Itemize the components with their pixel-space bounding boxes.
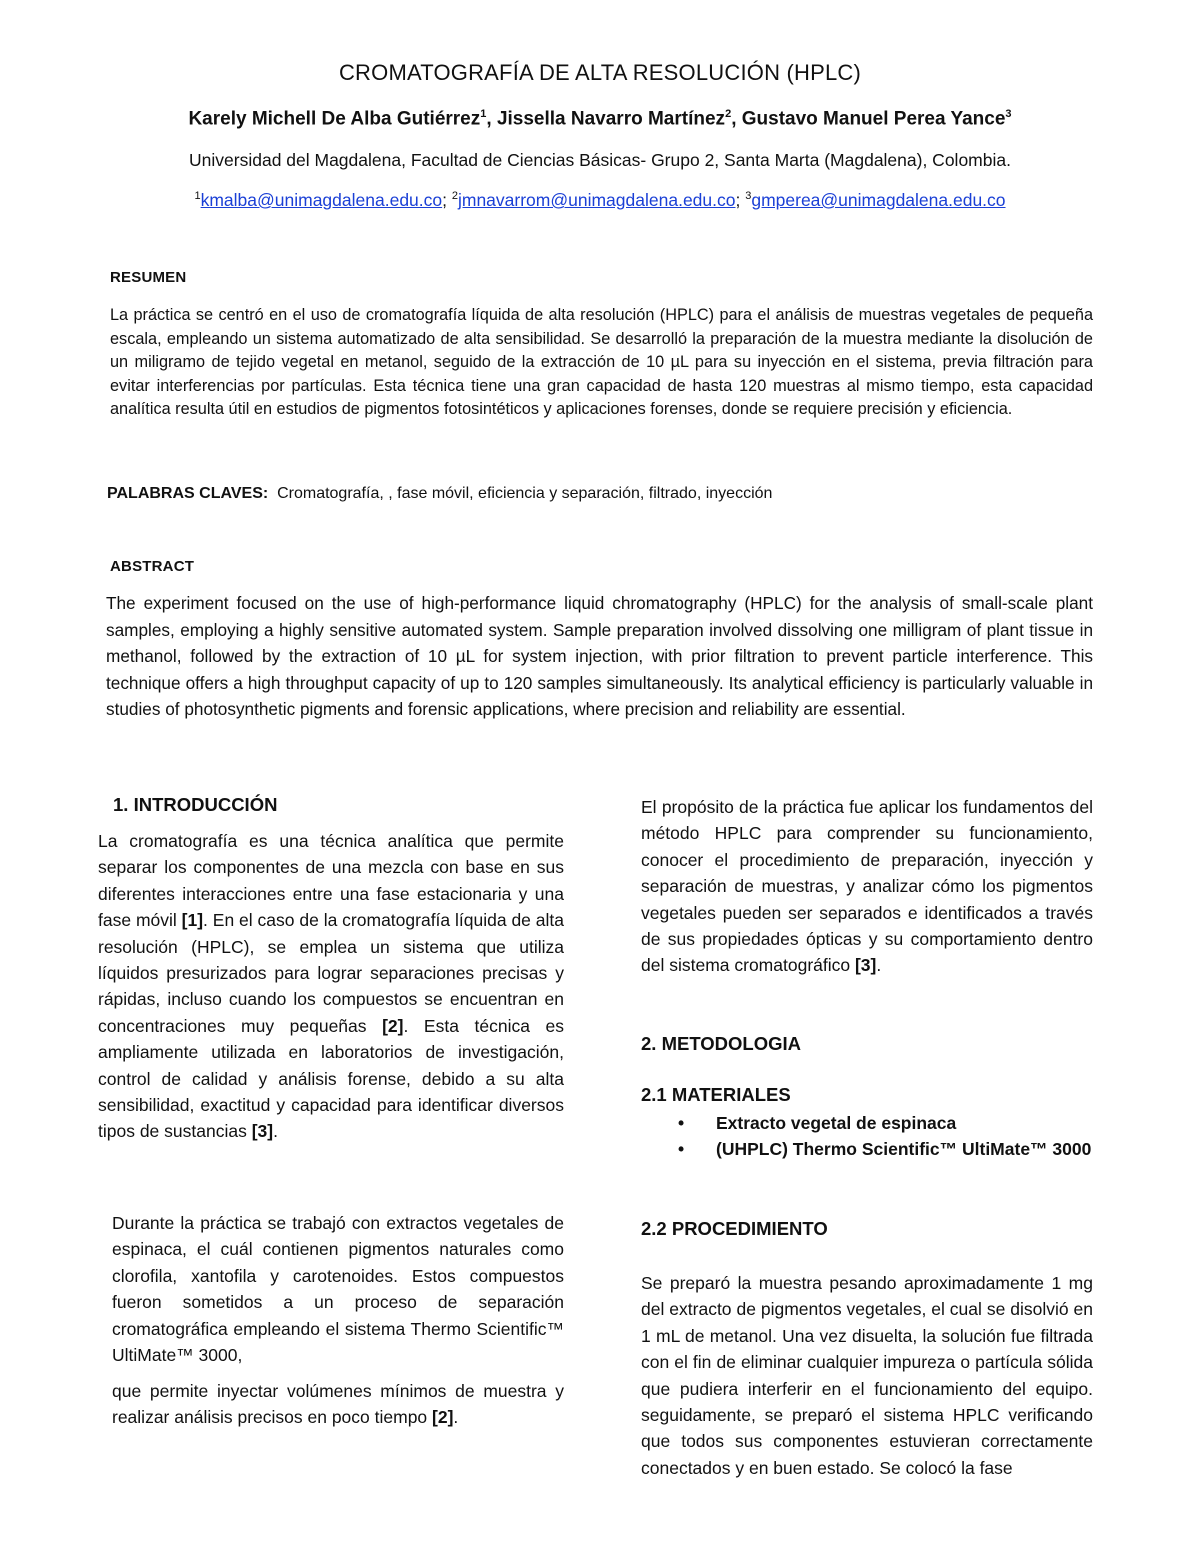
citation: [2] bbox=[382, 1015, 404, 1036]
author-name: Gustavo Manuel Perea Yance bbox=[741, 108, 1006, 130]
procedimiento-text: Se preparó la muestra pesando aproximadamente 1 mg del extracto de pigmentos vegetales, el cual se disolvió en 1 mL de metanol. Una vez disuelta, la solución fue filtrada con el fin de eliminar cualquier impureza o partícula sólida que pudiera interferir en el funcionamiento del equipo. seguidamente, se preparó el sistema HPLC verificando que todos sus componentes estuvieran correctamente conectados y en buen estado. Se colocó la fase bbox=[641, 1273, 1093, 1478]
intro-text: que permite inyectar volúmenes mínimos de muestra y realizar análisis precisos en poco tiempo bbox=[112, 1381, 564, 1428]
metodologia-heading: 2. METODOLOGIA bbox=[641, 1033, 802, 1054]
author-affil-sup: 3 bbox=[1005, 108, 1012, 120]
intro-text: . bbox=[453, 1407, 459, 1428]
abstract-text: The experiment focused on the use of high-performance liquid chromatography (HPLC) for the analysis of small-scale plant samples, employing a highly sensitive automated system. Sample preparation involved dissolving one milligram of plant tissue in methanol, followed by the extraction of 10 µL for system injection, with prior filtration to prevent particle interference. This technique offers a high throughput capacity of up to 120 samples simultaneously. Its analytical efficiency is particularly valuable in studies of photosynthetic pigments and forensic applications, where precision and reliability are essential. bbox=[106, 593, 1093, 719]
affiliation: Universidad del Magdalena, Facultad de Ciencias Básicas- Grupo 2, Santa Marta (Magdalena), Colombia. bbox=[189, 150, 1011, 170]
intro-text: . En el caso de la cromatografía líquida de alta resolución (HPLC), se emplea un sistema que utiliza líquidos presurizados para lograr separaciones precisas y rápidas, incluso cuando los compuestos se encuentran en concentraciones muy pequeñas bbox=[98, 910, 564, 1036]
purpose-paragraph bbox=[641, 794, 1093, 979]
email-sup: 3 bbox=[745, 190, 752, 203]
citation: [2] bbox=[432, 1407, 454, 1428]
keywords-text: Cromatografía, , fase móvil, eficiencia y separación, filtrado, inyección bbox=[277, 485, 773, 502]
list-item: • Extracto vegetal de espinaca bbox=[641, 1110, 1093, 1136]
email-link[interactable]: kmalba@unimagdalena.edu.co bbox=[200, 190, 443, 210]
citation: [3] bbox=[251, 1121, 274, 1142]
author-list bbox=[0, 108, 1200, 130]
email-sup: 2 bbox=[451, 190, 458, 203]
purpose-text: . bbox=[876, 955, 882, 976]
paper-title: CROMATOGRAFÍA DE ALTA RESOLUCIÓN (HPLC) bbox=[338, 60, 862, 85]
author-affil-sup: 1 bbox=[480, 108, 487, 120]
email-sup: 1 bbox=[194, 190, 201, 203]
citation: [3] bbox=[854, 955, 877, 976]
procedimiento-heading: 2.2 PROCEDIMIENTO bbox=[641, 1218, 828, 1239]
materiales-heading: 2.1 MATERIALES bbox=[641, 1084, 791, 1105]
list-item: • (UHPLC) Thermo Scientific™ UltiMate™ 3000 bbox=[641, 1136, 1093, 1162]
intro-paragraph-2: Durante la práctica se trabajó con extractos vegetales de espinaca, el cuál contienen pigmentos naturales como clorofila, xantofila y carotenoides. Estos compuestos fueron sometidos a un proceso de separación cromatográfica empleando el sistema Thermo Scientific™ UltiMate™ 3000, bbox=[112, 1213, 564, 1366]
author-affil-sup: 2 bbox=[725, 108, 732, 120]
author-separator: , bbox=[731, 108, 742, 130]
intro-text: . Esta técnica es ampliamente utilizada en laboratorios de investigación, control de calidad y análisis forense, debido a su alta sensibilidad, exactitud y capacidad para identificar diversos tipos de sustancias bbox=[98, 1015, 564, 1142]
intro-heading: 1. INTRODUCCIÓN bbox=[113, 794, 278, 815]
purpose-text: El propósito de la práctica fue aplicar los fundamentos del método HPLC para comprender su funcionamiento, conocer el procedimiento de preparación, inyección y separación de muestras, y analizar cómo los pigmentos vegetales pueden ser separados e identificados a través de sus propiedades ópticas y su comportamiento dentro del sistema cromatográfico bbox=[641, 797, 1093, 976]
email-link[interactable]: jmnavarrom@unimagdalena.edu.co bbox=[457, 190, 736, 210]
intro-paragraph-3 bbox=[112, 1378, 564, 1431]
intro-text: La cromatografía es una técnica analítica que permite separar los componentes de una mezcla con base en sus diferentes interacciones entre una fase estacionaria y una fase móvil bbox=[98, 831, 564, 931]
email-separator: ; bbox=[735, 190, 746, 210]
email-separator: ; bbox=[442, 190, 452, 210]
author-name: Jissella Navarro Martínez bbox=[496, 108, 726, 130]
author-name: Karely Michell De Alba Gutiérrez bbox=[188, 108, 481, 130]
email-link[interactable]: gmperea@unimagdalena.edu.co bbox=[751, 190, 1006, 210]
intro-paragraph-1 bbox=[98, 828, 564, 1145]
author-separator: , bbox=[486, 108, 497, 130]
citation: [1] bbox=[181, 910, 204, 931]
materials-list bbox=[641, 1110, 1093, 1162]
resumen-heading: RESUMEN bbox=[110, 269, 187, 286]
email-list bbox=[0, 190, 1200, 211]
abstract-heading: ABSTRACT bbox=[110, 558, 195, 575]
resumen-text: La práctica se centró en el uso de cromatografía líquida de alta resolución (HPLC) para el análisis de muestras vegetales de pequeña escala, empleando un sistema automatizado de alta sensibilidad. Se desarrolló la preparación de la muestra mediante la disolución de un miligramo de tejido vegetal en metanol, seguido de la extracción de 10 µL para su inyección en el sistema, previa filtración para evitar interferencias por partículas. Esta técnica tiene una gran capacidad de hasta 120 muestras al mismo tiempo, esta capacidad analítica resulta útil en estudios de pigmentos fotosintéticos y aplicaciones forenses, donde se requiere precisión y eficiencia. bbox=[110, 306, 1093, 419]
keywords-label: PALABRAS CLAVES: bbox=[107, 485, 269, 502]
intro-text: . bbox=[273, 1121, 278, 1142]
keywords-line bbox=[107, 485, 1097, 503]
